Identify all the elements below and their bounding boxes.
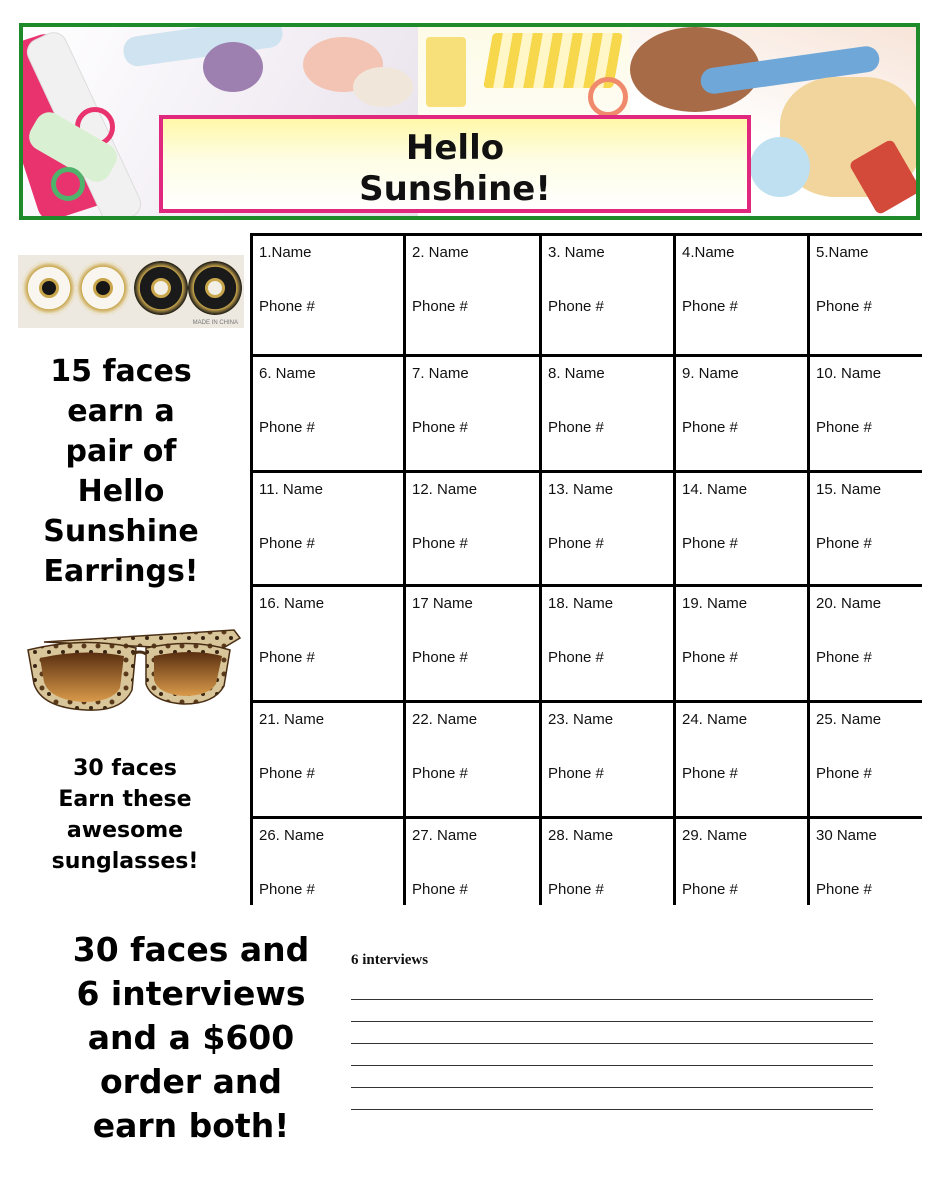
promo-15-faces — [18, 352, 224, 592]
signup-cell[interactable] — [810, 357, 931, 470]
signup-phone-label: Phone # — [816, 765, 872, 782]
interview-write-line[interactable] — [351, 978, 873, 1000]
earrings-image-note: MADE IN CHINA — [192, 320, 238, 326]
signup-cell[interactable] — [676, 473, 807, 584]
promo-earn-both — [60, 928, 322, 1148]
promo-30-faces — [30, 753, 220, 877]
signup-cell[interactable] — [542, 473, 673, 584]
signup-cell[interactable] — [810, 236, 931, 354]
signup-phone-label: Phone # — [682, 419, 738, 436]
signup-phone-label: Phone # — [548, 298, 604, 315]
signup-name-label: 25. Name — [816, 711, 882, 728]
banner — [19, 23, 920, 220]
signup-cell[interactable] — [676, 587, 807, 700]
signup-cell[interactable] — [406, 587, 539, 700]
signup-name-label: 24. Name — [682, 711, 748, 728]
signup-phone-label: Phone # — [412, 298, 468, 315]
promo-both-line: 6 interviews — [76, 974, 306, 1013]
signup-cell[interactable] — [810, 473, 931, 584]
signup-name-label: 22. Name — [412, 711, 478, 728]
promo-30-line: sunglasses! — [51, 849, 199, 874]
signup-cell[interactable] — [810, 819, 931, 917]
promo-15-line: earn a — [67, 394, 175, 429]
signup-name-label: 23. Name — [548, 711, 614, 728]
signup-phone-label: Phone # — [259, 765, 315, 782]
signup-name-label: 6. Name — [259, 365, 316, 382]
signup-name-label: 29. Name — [682, 827, 748, 844]
promo-15-line: Sunshine — [43, 514, 199, 549]
signup-cell[interactable] — [253, 357, 403, 470]
signup-phone-label: Phone # — [412, 881, 468, 898]
signup-cell[interactable] — [253, 819, 403, 917]
signup-grid — [250, 233, 922, 905]
signup-cell[interactable] — [542, 703, 673, 816]
signup-phone-label: Phone # — [412, 649, 468, 666]
promo-15-line: pair of — [65, 434, 177, 469]
signup-cell[interactable] — [676, 357, 807, 470]
signup-phone-label: Phone # — [816, 419, 872, 436]
signup-phone-label: Phone # — [259, 535, 315, 552]
signup-cell[interactable] — [406, 473, 539, 584]
signup-phone-label: Phone # — [259, 298, 315, 315]
promo-15-line: 15 faces — [50, 354, 192, 389]
signup-name-label: 7. Name — [412, 365, 469, 382]
signup-cell[interactable] — [406, 236, 539, 354]
signup-phone-label: Phone # — [682, 535, 738, 552]
signup-phone-label: Phone # — [548, 649, 604, 666]
signup-phone-label: Phone # — [548, 881, 604, 898]
title-hello: Hello — [405, 128, 505, 168]
interview-write-line[interactable] — [351, 1022, 873, 1044]
signup-phone-label: Phone # — [412, 765, 468, 782]
signup-name-label: 3. Name — [548, 244, 605, 261]
signup-name-label: 17 Name — [412, 595, 473, 612]
signup-name-label: 10. Name — [816, 365, 882, 382]
signup-phone-label: Phone # — [682, 765, 738, 782]
signup-phone-label: Phone # — [412, 419, 468, 436]
signup-cell[interactable] — [253, 236, 403, 354]
signup-cell[interactable] — [542, 819, 673, 917]
promo-both-line: order and — [99, 1062, 283, 1101]
signup-phone-label: Phone # — [816, 535, 872, 552]
promo-both-line: and a $600 — [87, 1018, 295, 1057]
signup-phone-label: Phone # — [682, 649, 738, 666]
signup-name-label: 1.Name — [259, 244, 312, 261]
signup-name-label: 15. Name — [816, 481, 882, 498]
signup-cell[interactable] — [542, 357, 673, 470]
signup-cell[interactable] — [253, 703, 403, 816]
signup-cell[interactable] — [253, 473, 403, 584]
signup-name-label: 14. Name — [682, 481, 748, 498]
signup-name-label: 18. Name — [548, 595, 614, 612]
signup-cell[interactable] — [810, 587, 931, 700]
signup-cell[interactable] — [406, 819, 539, 917]
signup-phone-label: Phone # — [548, 535, 604, 552]
signup-name-label: 19. Name — [682, 595, 748, 612]
interview-lines — [351, 978, 873, 1110]
signup-phone-label: Phone # — [412, 535, 468, 552]
signup-cell[interactable] — [253, 587, 403, 700]
title-box — [159, 115, 751, 213]
signup-name-label: 8. Name — [548, 365, 605, 382]
signup-cell[interactable] — [542, 236, 673, 354]
signup-phone-label: Phone # — [259, 649, 315, 666]
signup-phone-label: Phone # — [548, 419, 604, 436]
sunglasses-image — [24, 628, 246, 720]
promo-both-line: earn both! — [92, 1106, 290, 1145]
signup-name-label: 13. Name — [548, 481, 614, 498]
signup-name-label: 9. Name — [682, 365, 739, 382]
signup-phone-label: Phone # — [682, 298, 738, 315]
signup-name-label: 28. Name — [548, 827, 614, 844]
signup-name-label: 2. Name — [412, 244, 469, 261]
signup-name-label: 12. Name — [412, 481, 478, 498]
signup-name-label: 26. Name — [259, 827, 325, 844]
signup-name-label: 30 Name — [816, 827, 877, 844]
signup-name-label: 27. Name — [412, 827, 478, 844]
signup-name-label: 11. Name — [259, 481, 323, 498]
signup-cell[interactable] — [406, 357, 539, 470]
signup-phone-label: Phone # — [259, 881, 315, 898]
promo-30-line: 30 faces — [73, 756, 177, 781]
promo-15-line: Hello — [77, 474, 165, 509]
signup-name-label: 20. Name — [816, 595, 882, 612]
signup-name-label: 16. Name — [259, 595, 325, 612]
signup-cell[interactable] — [542, 587, 673, 700]
signup-phone-label: Phone # — [816, 881, 872, 898]
signup-phone-label: Phone # — [259, 419, 315, 436]
signup-phone-label: Phone # — [816, 298, 872, 315]
promo-both-line: 30 faces and — [72, 930, 310, 969]
signup-phone-label: Phone # — [548, 765, 604, 782]
signup-cell[interactable] — [676, 236, 807, 354]
signup-name-label: 21. Name — [259, 711, 325, 728]
interviews-label: 6 interviews — [351, 952, 429, 968]
title-sunshine: Sunshine! — [359, 169, 551, 209]
interview-write-line[interactable] — [351, 1000, 873, 1022]
promo-30-line: awesome — [66, 818, 184, 843]
interview-write-line[interactable] — [351, 1044, 873, 1066]
promo-15-line: Earrings! — [43, 554, 199, 589]
earrings-image — [18, 255, 244, 328]
signup-cell[interactable] — [676, 819, 807, 917]
signup-cell[interactable] — [810, 703, 931, 816]
interview-write-line[interactable] — [351, 1066, 873, 1088]
signup-name-label: 5.Name — [816, 244, 869, 261]
signup-cell[interactable] — [676, 703, 807, 816]
promo-30-line: Earn these — [58, 787, 192, 812]
signup-phone-label: Phone # — [816, 649, 872, 666]
signup-phone-label: Phone # — [682, 881, 738, 898]
signup-name-label: 4.Name — [682, 244, 735, 261]
interview-write-line[interactable] — [351, 1088, 873, 1110]
signup-cell[interactable] — [406, 703, 539, 816]
